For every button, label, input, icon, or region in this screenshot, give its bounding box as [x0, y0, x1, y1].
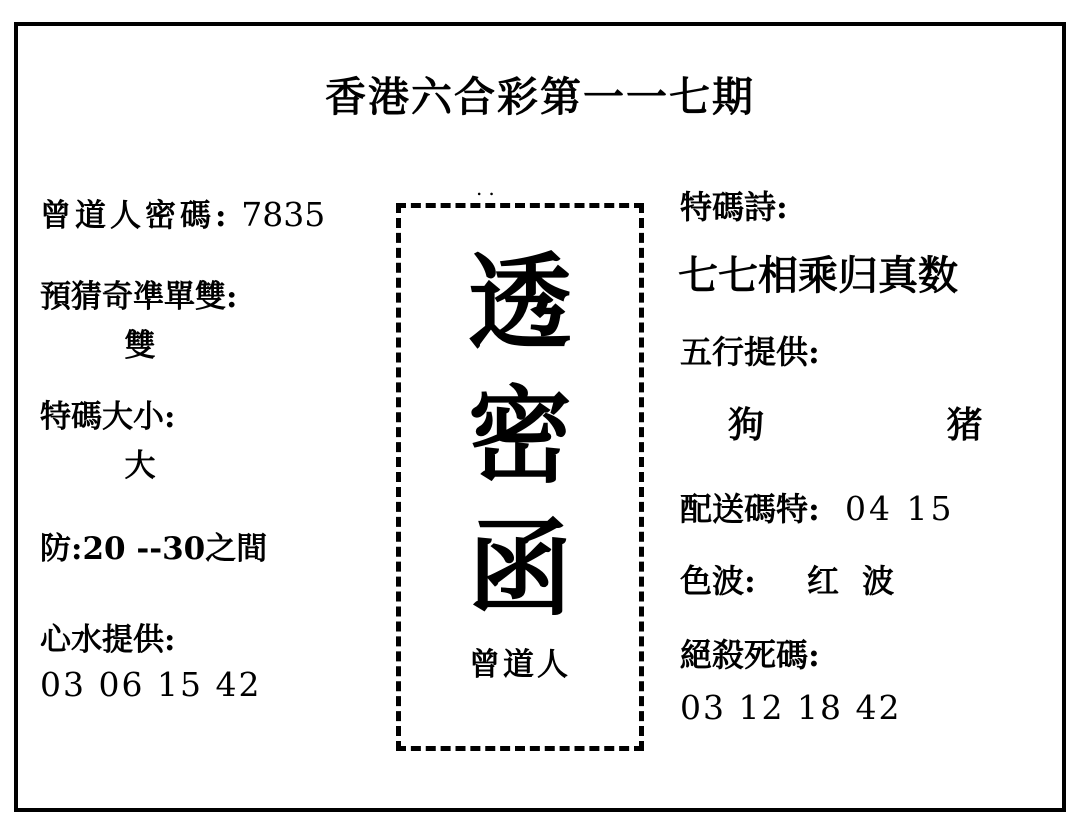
spacer: [40, 239, 390, 271]
right-column: [680, 182, 1060, 727]
zodiac-2: 猪: [946, 404, 983, 446]
delivery-numbers: 04 15: [844, 489, 955, 528]
password-label: 曾道人密碼:: [40, 198, 231, 234]
zodiac-row: [680, 397, 1060, 448]
seal-signature: 曾道人: [469, 647, 571, 684]
delivery-row: [680, 484, 1060, 530]
wave-row: [680, 556, 1060, 602]
spacer: [40, 572, 390, 614]
size-label: 特碼大小:: [40, 399, 176, 435]
spacer: [40, 365, 390, 391]
odd-even-label: 預猜奇凖單雙:: [40, 279, 238, 315]
wave-value: 红 波: [806, 562, 901, 600]
odd-even-value: 雙: [124, 328, 156, 364]
wuxing-label: 五行提供:: [680, 333, 820, 371]
seal-char-1: 透: [467, 241, 572, 364]
delivery-label: 配送碼特:: [680, 490, 820, 528]
page-title: 香港六合彩第一一七期: [325, 73, 755, 121]
password-value: 7835: [241, 195, 326, 234]
wave-label: 色波:: [680, 562, 756, 600]
seal-char-3: 函: [467, 507, 572, 631]
tips-numbers: 03 06 15 42: [40, 665, 262, 704]
zodiac-1: 狗: [728, 404, 765, 446]
poem-label: 特碼詩:: [680, 188, 788, 226]
left-column: [40, 190, 390, 704]
kill-numbers: 03 12 18 42: [680, 688, 902, 727]
kill-label: 絕殺死碼:: [680, 636, 820, 674]
tips-label: 心水提供:: [40, 622, 176, 658]
password-row: [40, 190, 390, 235]
guard-range: 防:20 --30之間: [40, 531, 268, 567]
seal-char-2: 密: [467, 374, 572, 498]
seal-box: [396, 203, 644, 751]
poem-text: 七七相乘归真数: [678, 252, 958, 299]
spacer: [40, 485, 390, 523]
seal-dots: ..: [476, 176, 501, 200]
seal-characters: [401, 208, 639, 635]
size-value: 大: [124, 448, 156, 484]
